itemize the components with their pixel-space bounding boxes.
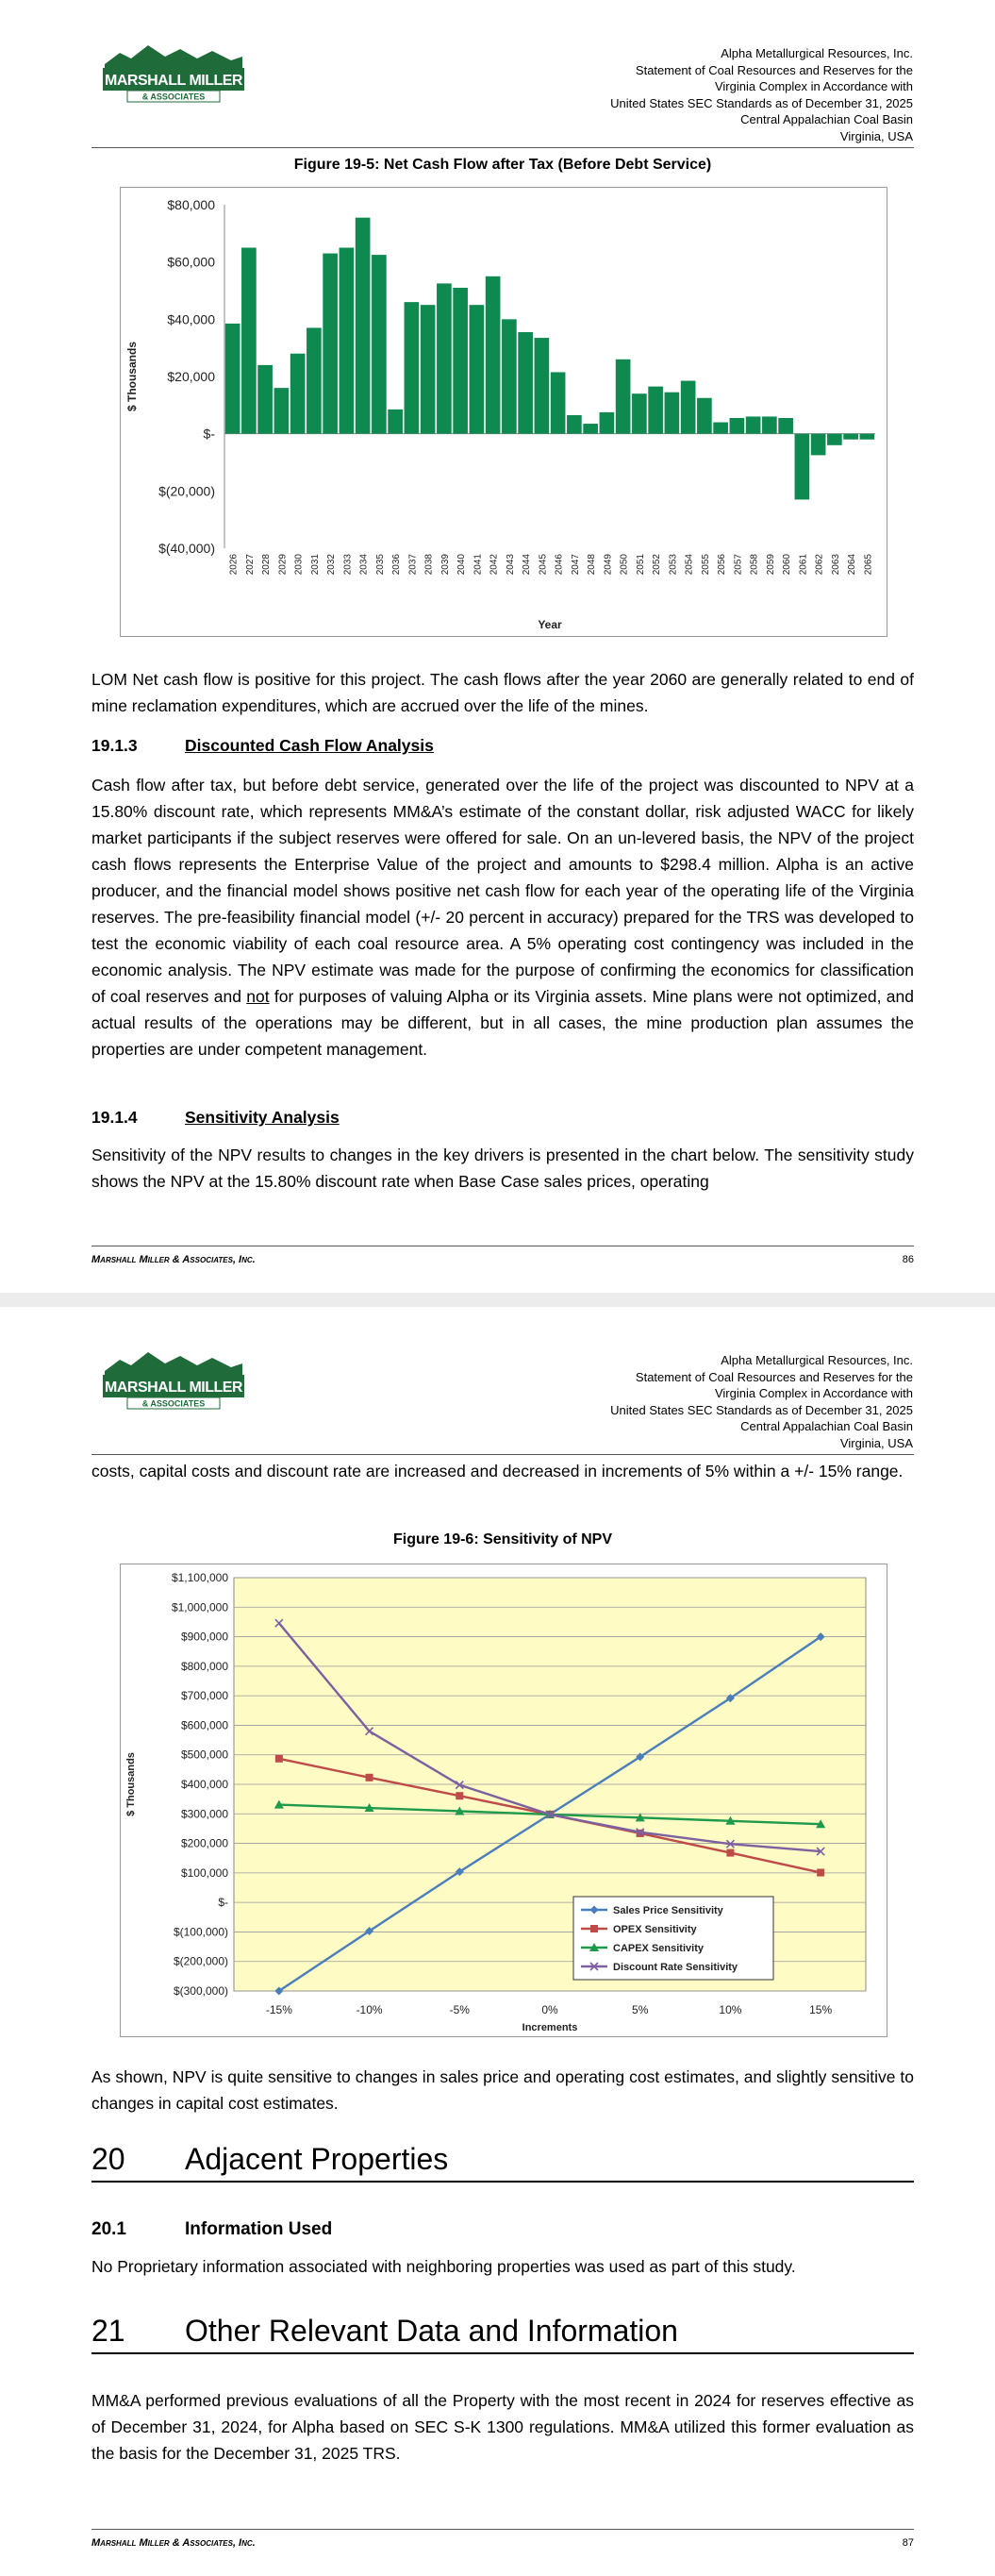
x-tick-label: 2054 bbox=[684, 554, 695, 576]
section-title: Adjacent Properties bbox=[185, 2142, 449, 2176]
x-axis-title: Year bbox=[538, 618, 562, 631]
x-tick-label: 5% bbox=[632, 2003, 649, 2016]
y-tick-label: $40,000 bbox=[167, 311, 215, 327]
header-line: Virginia Complex in Accordance with bbox=[714, 79, 913, 93]
x-tick-label: 2036 bbox=[391, 554, 403, 576]
legend-label: CAPEX Sensitivity bbox=[613, 1943, 704, 1954]
bar bbox=[567, 415, 582, 434]
y-tick-label: $500,000 bbox=[180, 1748, 228, 1762]
bar bbox=[827, 434, 842, 445]
x-tick-label: 2032 bbox=[326, 554, 338, 576]
mma-logo bbox=[99, 40, 248, 106]
header-line: Alpha Metallurgical Resources, Inc. bbox=[721, 1353, 913, 1367]
section-heading-19-1-3 bbox=[91, 736, 434, 756]
page-number: 87 bbox=[902, 2537, 914, 2549]
x-tick-label: -15% bbox=[265, 2003, 292, 2016]
bar bbox=[551, 372, 566, 433]
page-number: 86 bbox=[902, 1254, 914, 1265]
x-tick-label: 2034 bbox=[358, 554, 370, 576]
x-tick-label: 2060 bbox=[782, 554, 793, 576]
x-tick-label: 2040 bbox=[456, 554, 468, 576]
y-tick-label: $900,000 bbox=[180, 1630, 228, 1644]
header-divider bbox=[91, 147, 914, 148]
bar bbox=[405, 302, 420, 434]
y-tick-label: $700,000 bbox=[180, 1689, 228, 1703]
section-title: Information Used bbox=[185, 2219, 333, 2239]
y-tick-label: $300,000 bbox=[180, 1807, 228, 1821]
data-point bbox=[726, 1849, 734, 1857]
dcf-text-b: for purposes of valuing Alpha or its Virginia assets. Mine plans were not optimized, and actual results of the operations may be different, but in all cases, the mine production plan assumes the properties are under competent management. bbox=[91, 987, 915, 1059]
bar bbox=[811, 434, 826, 456]
report-header bbox=[610, 1352, 913, 1451]
x-tick-label: 2050 bbox=[619, 554, 630, 576]
bar bbox=[323, 254, 338, 434]
info-used-paragraph: No Proprietary information associated with neighboring properties was used as part of this study. bbox=[91, 2257, 796, 2276]
svg-text:MARSHALL MILLER: MARSHALL MILLER bbox=[105, 1380, 242, 1396]
y-tick-label: $60,000 bbox=[167, 254, 215, 270]
x-tick-label: 2052 bbox=[652, 554, 663, 576]
bar bbox=[616, 360, 631, 434]
bar bbox=[762, 416, 777, 433]
x-tick-label: 2030 bbox=[293, 554, 305, 576]
x-tick-label: 2028 bbox=[261, 554, 273, 576]
x-tick-label: 2046 bbox=[554, 554, 565, 576]
bar bbox=[241, 248, 257, 434]
bar bbox=[372, 255, 387, 434]
x-tick-label: 2031 bbox=[309, 554, 321, 576]
x-tick-label: 10% bbox=[719, 2003, 742, 2016]
header-line: Virginia, USA bbox=[839, 1435, 913, 1450]
bar bbox=[860, 434, 875, 440]
x-tick-label: 2047 bbox=[570, 554, 581, 576]
x-tick-label: 2064 bbox=[847, 554, 858, 576]
bar bbox=[535, 338, 550, 434]
x-tick-label: 2048 bbox=[587, 554, 598, 576]
bar bbox=[583, 424, 598, 434]
section-number: 19.1.4 bbox=[91, 1108, 138, 1127]
header-line: Statement of Coal Resources and Reserves for the bbox=[635, 1369, 913, 1384]
npv-sensitivity-chart-frame bbox=[120, 1564, 887, 2037]
y-tick-label: $- bbox=[218, 1896, 228, 1910]
section-title: Discounted Cash Flow Analysis bbox=[185, 736, 434, 755]
header-line: Central Appalachian Coal Basin bbox=[740, 112, 913, 126]
bar bbox=[713, 423, 728, 434]
sensitivity-paragraph: Sensitivity of the NPV results to changes in the key drivers is presented in the chart below. The sensitivity study shows the NPV at the 15.80% discount rate when Base Case sales prices, operating bbox=[91, 1146, 914, 1191]
bar bbox=[225, 324, 240, 434]
bar bbox=[307, 327, 322, 433]
data-point bbox=[817, 1869, 824, 1877]
bar bbox=[437, 283, 452, 433]
bar bbox=[681, 381, 696, 434]
x-tick-label: 2044 bbox=[522, 554, 533, 576]
section-heading-20-1 bbox=[91, 2219, 332, 2240]
x-tick-label: 2065 bbox=[863, 554, 874, 576]
net-cash-flow-chart bbox=[121, 188, 887, 636]
y-tick-label: $80,000 bbox=[167, 197, 215, 212]
header-line: United States SEC Standards as of December 31, 2025 bbox=[610, 1402, 913, 1417]
x-tick-label: 2042 bbox=[489, 554, 500, 576]
y-tick-label: $100,000 bbox=[180, 1865, 228, 1880]
legend-label: OPEX Sensitivity bbox=[613, 1924, 697, 1935]
y-tick-label: $(300,000) bbox=[173, 1984, 228, 1998]
y-tick-label: $800,000 bbox=[180, 1659, 228, 1673]
x-tick-label: 2026 bbox=[228, 554, 240, 576]
bar bbox=[778, 418, 793, 434]
section-number: 20 bbox=[91, 2142, 125, 2176]
x-tick-label: 2049 bbox=[603, 554, 614, 576]
x-tick-label: -5% bbox=[449, 2003, 470, 2016]
bar bbox=[340, 248, 355, 434]
y-tick-label: $- bbox=[203, 426, 215, 442]
bar bbox=[290, 354, 306, 434]
section-heading-19-1-4 bbox=[91, 1108, 340, 1128]
bar bbox=[730, 418, 745, 434]
section-heading-21 bbox=[91, 2314, 914, 2354]
bar bbox=[665, 393, 680, 434]
other-data-paragraph: MM&A performed previous evaluations of all the Property with the most recent in 2024 for reserves effective as of December 31, 2024, for Alpha based on SEC S-K 1300 regulations. MM&A utilized this former evaluation as the basis for the December 31, 2025 TRS. bbox=[91, 2391, 914, 2463]
bar bbox=[453, 288, 468, 434]
y-tick-label: $(40,000) bbox=[158, 541, 215, 556]
net-cash-flow-chart-frame bbox=[120, 187, 887, 637]
dcf-paragraph bbox=[91, 772, 914, 1062]
bar bbox=[518, 332, 533, 434]
svg-text:& ASSOCIATES: & ASSOCIATES bbox=[141, 1398, 206, 1409]
report-header bbox=[610, 45, 913, 144]
x-tick-label: -10% bbox=[356, 2003, 383, 2016]
continued-paragraph: costs, capital costs and discount rate are increased and decreased in increments of 5% within a +/- 15% range. bbox=[91, 1462, 904, 1480]
x-tick-label: 2027 bbox=[244, 554, 256, 576]
x-tick-label: 2051 bbox=[635, 554, 646, 576]
x-tick-label: 2045 bbox=[538, 554, 549, 576]
y-tick-label: $200,000 bbox=[180, 1836, 228, 1850]
bar bbox=[697, 398, 712, 434]
y-tick-label: $600,000 bbox=[180, 1718, 228, 1732]
y-tick-label: $1,100,000 bbox=[171, 1571, 228, 1584]
dcf-text-not: not bbox=[246, 987, 270, 1006]
x-tick-label: 2039 bbox=[439, 554, 451, 576]
bar bbox=[486, 276, 501, 434]
svg-text:MARSHALL MILLER: MARSHALL MILLER bbox=[105, 73, 242, 89]
y-axis-title: $ Thousands bbox=[125, 1752, 137, 1816]
y-tick-label: $(200,000) bbox=[173, 1954, 228, 1968]
y-tick-label: $20,000 bbox=[167, 369, 215, 384]
x-tick-label: 2057 bbox=[733, 554, 744, 576]
data-point bbox=[456, 1792, 463, 1799]
header-divider bbox=[91, 1454, 914, 1455]
bar bbox=[388, 410, 403, 434]
figure-caption: Figure 19-5: Net Cash Flow after Tax (Before Debt Service) bbox=[293, 157, 712, 173]
y-tick-label: $(100,000) bbox=[173, 1925, 228, 1939]
section-title: Sensitivity Analysis bbox=[185, 1108, 340, 1127]
mma-logo bbox=[99, 1347, 248, 1413]
bar bbox=[632, 393, 647, 433]
header-line: Virginia Complex in Accordance with bbox=[714, 1386, 913, 1400]
report-page-87 bbox=[0, 1307, 995, 2576]
section-number: 19.1.3 bbox=[91, 736, 138, 755]
y-axis-title: $ Thousands bbox=[125, 341, 139, 412]
footer-company: Marshall Miller & Associates, Inc. bbox=[91, 2537, 256, 2549]
x-tick-label: 2043 bbox=[505, 554, 516, 576]
footer-company: Marshall Miller & Associates, Inc. bbox=[91, 1254, 256, 1265]
legend-marker bbox=[590, 1925, 598, 1932]
section-number: 20.1 bbox=[91, 2219, 126, 2239]
x-axis-title: Increments bbox=[522, 2022, 578, 2033]
y-tick-label: $1,000,000 bbox=[171, 1600, 228, 1614]
x-tick-label: 2058 bbox=[749, 554, 760, 576]
bar bbox=[257, 365, 273, 434]
x-tick-label: 2053 bbox=[668, 554, 679, 576]
bar bbox=[648, 387, 663, 434]
x-tick-label: 2063 bbox=[830, 554, 841, 576]
header-line: Virginia, USA bbox=[839, 128, 913, 143]
npv-sensitivity-chart bbox=[121, 1564, 887, 2036]
bar bbox=[502, 319, 517, 433]
page-footer bbox=[91, 1246, 914, 1265]
bar bbox=[356, 218, 371, 434]
x-tick-label: 2056 bbox=[717, 554, 728, 576]
x-tick-label: 2035 bbox=[374, 554, 386, 576]
x-tick-label: 15% bbox=[809, 2003, 833, 2016]
section-title: Other Relevant Data and Information bbox=[185, 2314, 678, 2348]
x-tick-label: 2062 bbox=[814, 554, 825, 576]
x-tick-label: 0% bbox=[541, 2003, 558, 2016]
x-tick-label: 2061 bbox=[798, 554, 809, 576]
bar bbox=[600, 412, 615, 434]
page-footer bbox=[91, 2529, 914, 2549]
section-number: 21 bbox=[91, 2314, 125, 2348]
x-tick-label: 2029 bbox=[277, 554, 289, 576]
x-tick-label: 2033 bbox=[342, 554, 354, 576]
shown-paragraph: As shown, NPV is quite sensitive to changes in sales price and operating cost estimates, and slightly sensitive to changes in capital cost estimates. bbox=[91, 2067, 914, 2113]
data-point bbox=[366, 1774, 373, 1781]
x-tick-label: 2059 bbox=[765, 554, 776, 576]
bar bbox=[274, 388, 290, 434]
y-tick-label: $400,000 bbox=[180, 1778, 228, 1791]
header-line: Statement of Coal Resources and Reserves for the bbox=[635, 62, 913, 77]
dcf-text-a: Cash flow after tax, but before debt service, generated over the life of the project was discounted to NPV at a 15.80% discount rate, which represents MM&A’s estimate of the constant dollar, risk adjusted WACC for likely market participants if the subject reserves were offered for sale. On an un-levered basis, the NPV of the project cash flows represents the Enterprise Value of the project and amounts to $298.4 million. Alpha is an active producer, and the financial model shows positive net cash flow for each year of the operating life of the Virginia reserves. The pre-feasibility financial model (+/- 20 percent in accuracy) prepared for the TRS was developed to test the economic viability of each coal resource area. A 5% operating cost contingency was included in the economic analysis. The NPV estimate was made for the purpose of confirming the economics for classification of coal reserves and bbox=[91, 776, 914, 1006]
x-tick-label: 2041 bbox=[473, 554, 484, 576]
y-tick-label: $(20,000) bbox=[158, 483, 215, 499]
header-line: Central Appalachian Coal Basin bbox=[740, 1419, 913, 1433]
header-line: Alpha Metallurgical Resources, Inc. bbox=[721, 46, 913, 60]
bar bbox=[470, 305, 485, 434]
bar bbox=[843, 434, 858, 440]
x-tick-label: 2055 bbox=[700, 554, 711, 576]
lom-paragraph: LOM Net cash flow is positive for this project. The cash flows after the year 2060 are generally related to end of mine reclamation expenditures, which are accrued over the life of the mines. bbox=[91, 670, 914, 715]
header-line: United States SEC Standards as of December 31, 2025 bbox=[610, 95, 913, 110]
legend-label: Discount Rate Sensitivity bbox=[613, 1962, 738, 1973]
data-point bbox=[275, 1755, 283, 1763]
x-tick-label: 2037 bbox=[407, 554, 419, 576]
section-heading-20 bbox=[91, 2142, 914, 2183]
bar bbox=[746, 416, 761, 433]
bar bbox=[421, 305, 436, 434]
svg-text:& ASSOCIATES: & ASSOCIATES bbox=[141, 92, 206, 102]
legend-label: Sales Price Sensitivity bbox=[613, 1905, 723, 1916]
figure-caption: Figure 19-6: Sensitivity of NPV bbox=[392, 1531, 613, 1547]
x-tick-label: 2038 bbox=[423, 554, 435, 576]
bar bbox=[795, 434, 810, 500]
